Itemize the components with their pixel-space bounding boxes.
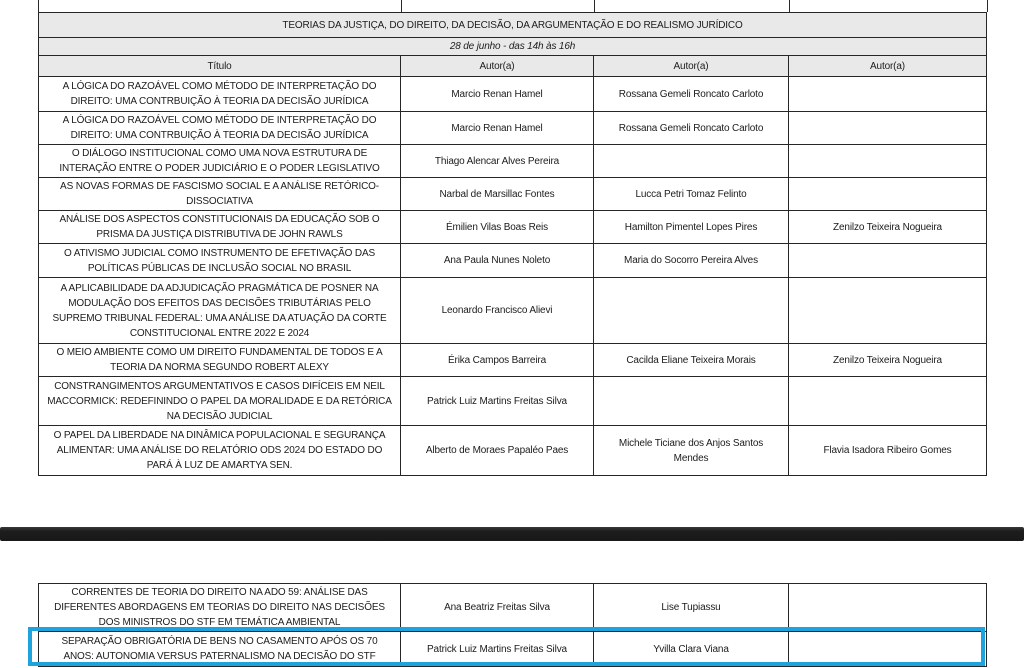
author-cell: Hamilton Pimentel Lopes Pires bbox=[594, 211, 789, 244]
author-cell: Narbal de Marsillac Fontes bbox=[401, 178, 594, 211]
author-cell: Lucca Petri Tomaz Felinto bbox=[594, 178, 789, 211]
author-cell bbox=[594, 377, 789, 426]
author-cell bbox=[789, 145, 987, 178]
author-cell bbox=[789, 112, 987, 145]
paper-title-cell: CONSTRANGIMENTOS ARGUMENTATIVOS E CASOS DIFÍCEIS EM NEIL MACCORMICK: REDEFININDO O PAPEL DA MORALIDADE E DA RETÓRICA NA DECISÃO JUDICIAL bbox=[39, 377, 401, 426]
author-cell: Marcio Renan Hamel bbox=[401, 77, 594, 112]
paper-title-cell: A APLICABILIDADE DA ADJUDICAÇÃO PRAGMÁTICA DE POSNER NA MODULAÇÃO DOS EFEITOS DAS DECISÕES TRIBUTÁRIAS PELO SUPREMO TRIBUNAL FEDERAL: UMA ANÁLISE DA ATUAÇÃO DA CORTE CONSTITUCIONAL ENTRE 2022 E 2024 bbox=[39, 278, 401, 344]
author-cell bbox=[789, 377, 987, 426]
section-title: TEORIAS DA JUSTIÇA, DO DIREITO, DA DECISÃO, DA ARGUMENTAÇÃO E DO REALISMO JURÍDICO bbox=[39, 13, 987, 38]
author-cell: Yvilla Clara Viana bbox=[594, 632, 789, 667]
paper-title-cell: CORRENTES DE TEORIA DO DIREITO NA ADO 59: ANÁLISE DAS DIFERENTES ABORDAGENS EM TEORIAS DO DIREITO NAS DECISÕES DOS MINISTROS DO STF EM TEMÁTICA AMBIENTAL bbox=[39, 584, 401, 632]
author-cell bbox=[789, 77, 987, 112]
table-row bbox=[39, 584, 987, 632]
banner-row bbox=[39, 13, 987, 38]
author-cell: Zenilzo Teixeira Nogueira bbox=[789, 344, 987, 377]
author-cell bbox=[789, 178, 987, 211]
paper-title-cell: ANÁLISE DOS ASPECTOS CONSTITUCIONAIS DA EDUCAÇÃO SOB O PRISMA DA JUSTIÇA DISTRIBUTIVA DE JOHN RAWLS bbox=[39, 211, 401, 244]
author-cell: Rossana Gemeli Roncato Carloto bbox=[594, 112, 789, 145]
author-cell: Patrick Luiz Martins Freitas Silva bbox=[401, 632, 594, 667]
paper-title-cell: AS NOVAS FORMAS DE FASCISMO SOCIAL E A ANÁLISE RETÓRICO-DISSOCIATIVA bbox=[39, 178, 401, 211]
column-header-author-3: Autor(a) bbox=[789, 56, 987, 77]
table-row bbox=[39, 178, 987, 211]
column-divider bbox=[789, 0, 790, 12]
table-row bbox=[39, 632, 987, 667]
column-header-author-1: Autor(a) bbox=[401, 56, 594, 77]
author-cell: Thiago Alencar Alves Pereira bbox=[401, 145, 594, 178]
paper-title-cell: O DIÁLOGO INSTITUCIONAL COMO UMA NOVA ESTRUTURA DE INTERAÇÃO ENTRE O PODER JUDICIÁRIO E O PODER LEGISLATIVO bbox=[39, 145, 401, 178]
author-cell: Zenilzo Teixeira Nogueira bbox=[789, 211, 987, 244]
paper-title-cell: O PAPEL DA LIBERDADE NA DINÂMICA POPULACIONAL E SEGURANÇA ALIMENTAR: UMA ANÁLISE DO RELATÓRIO ODS 2024 DO ESTADO DO PARÁ À LUZ DE AMARTYA SEN. bbox=[39, 426, 401, 476]
continuation-schedule-table bbox=[38, 583, 987, 667]
author-cell: Ana Beatriz Freitas Silva bbox=[401, 584, 594, 632]
column-divider bbox=[401, 0, 402, 12]
column-header-row bbox=[39, 56, 987, 77]
author-cell: Marcio Renan Hamel bbox=[401, 112, 594, 145]
author-cell: Lise Tupiassu bbox=[594, 584, 789, 632]
table-row bbox=[39, 377, 987, 426]
session-row bbox=[39, 38, 987, 56]
column-divider bbox=[594, 0, 595, 12]
paper-title-cell: A LÓGICA DO RAZOÁVEL COMO MÉTODO DE INTERPRETAÇÃO DO DIREITO: UMA CONTRBUIÇÃO À TEORIA DA DECISÃO JURÍDICA bbox=[39, 77, 401, 112]
column-header-title: Título bbox=[39, 56, 401, 77]
author-cell: Michele Ticiane dos Anjos Santos Mendes bbox=[594, 426, 789, 476]
author-cell: Maria do Socorro Pereira Alves bbox=[594, 244, 789, 278]
column-header-author-2: Autor(a) bbox=[594, 56, 789, 77]
table-row bbox=[39, 211, 987, 244]
page-break-bar bbox=[0, 527, 1024, 541]
author-cell: Émilien Vilas Boas Reis bbox=[401, 211, 594, 244]
author-cell: Cacilda Eliane Teixeira Morais bbox=[594, 344, 789, 377]
author-cell bbox=[789, 244, 987, 278]
previous-table-fragment bbox=[38, 0, 988, 12]
table-row bbox=[39, 112, 987, 145]
author-cell: Patrick Luiz Martins Freitas Silva bbox=[401, 377, 594, 426]
table-row bbox=[39, 344, 987, 377]
author-cell bbox=[789, 278, 987, 344]
author-cell: Érika Campos Barreira bbox=[401, 344, 594, 377]
author-cell bbox=[789, 584, 987, 632]
session-info: 28 de junho - das 14h às 16h bbox=[39, 38, 987, 56]
paper-title-cell: A LÓGICA DO RAZOÁVEL COMO MÉTODO DE INTERPRETAÇÃO DO DIREITO: UMA CONTRBUIÇÃO À TEORIA DA DECISÃO JURÍDICA bbox=[39, 112, 401, 145]
author-cell bbox=[594, 145, 789, 178]
table-row bbox=[39, 278, 987, 344]
author-cell bbox=[789, 632, 987, 667]
table-row bbox=[39, 145, 987, 178]
author-cell bbox=[594, 278, 789, 344]
paper-title-cell: O MEIO AMBIENTE COMO UM DIREITO FUNDAMENTAL DE TODOS E A TEORIA DA NORMA SEGUNDO ROBERT ALEXY bbox=[39, 344, 401, 377]
author-cell: Rossana Gemeli Roncato Carloto bbox=[594, 77, 789, 112]
table-row bbox=[39, 426, 987, 476]
main-schedule-table bbox=[38, 12, 987, 476]
table-row bbox=[39, 244, 987, 278]
paper-title-cell: SEPARAÇÃO OBRIGATÓRIA DE BENS NO CASAMENTO APÓS OS 70 ANOS: AUTONOMIA VERSUS PATERNALISMO NA DECISÃO DO STF bbox=[39, 632, 401, 667]
author-cell: Flavia Isadora Ribeiro Gomes bbox=[789, 426, 987, 476]
table-row bbox=[39, 77, 987, 112]
paper-title-cell: O ATIVISMO JUDICIAL COMO INSTRUMENTO DE EFETIVAÇÃO DAS POLÍTICAS PÚBLICAS DE INCLUSÃO SOCIAL NO BRASIL bbox=[39, 244, 401, 278]
author-cell: Leonardo Francisco Alievi bbox=[401, 278, 594, 344]
author-cell: Ana Paula Nunes Noleto bbox=[401, 244, 594, 278]
author-cell: Alberto de Moraes Papaléo Paes bbox=[401, 426, 594, 476]
